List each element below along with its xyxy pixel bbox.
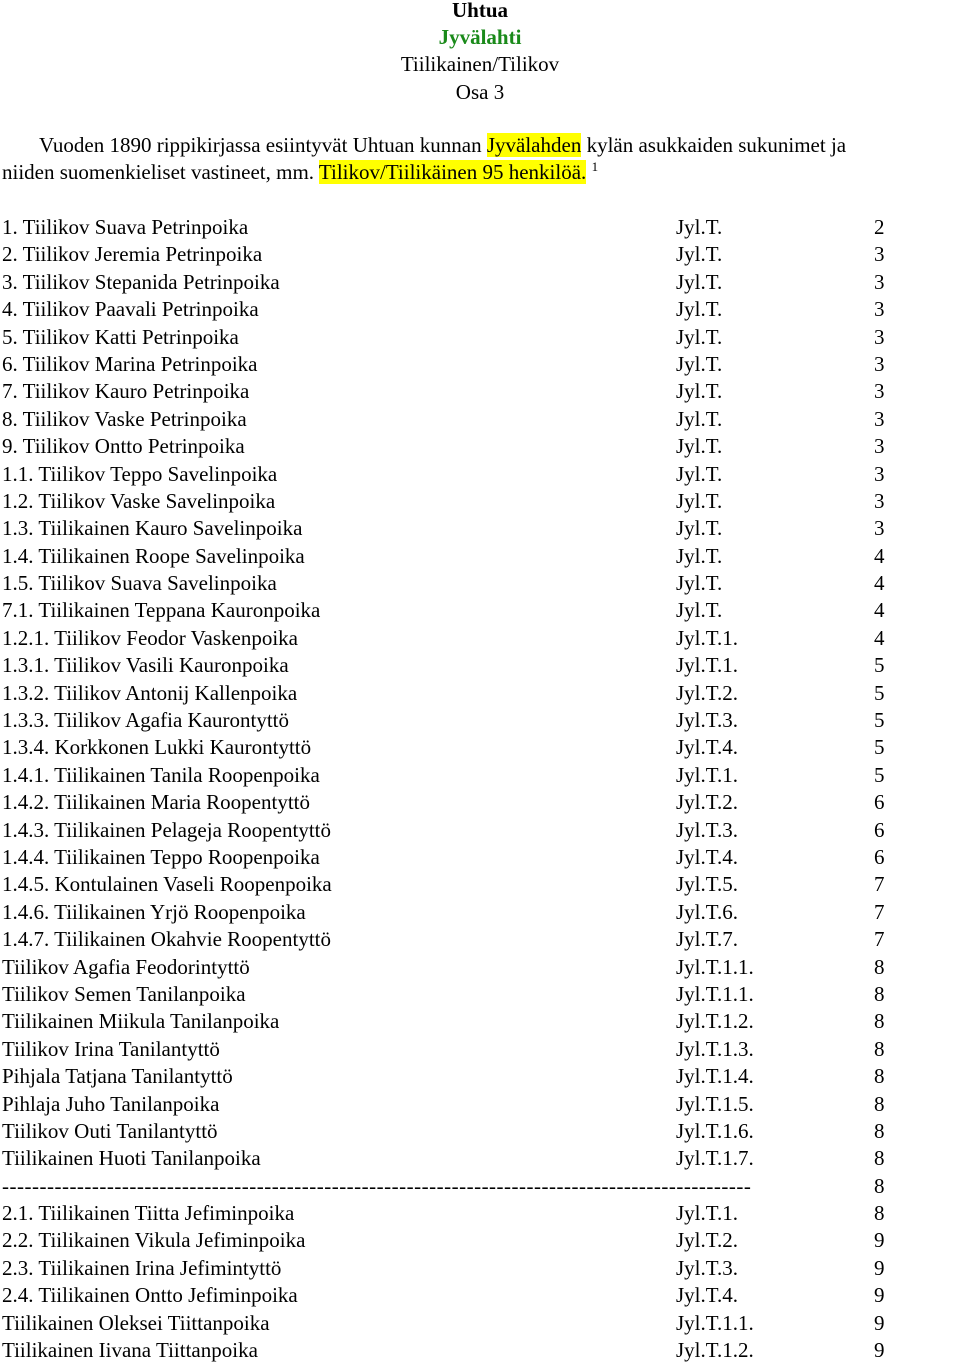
page-number: 2 — [874, 215, 885, 239]
person-name: 1.2. Tiilikov Vaske Savelinpoika — [2, 488, 276, 513]
page-number: 8 — [874, 1201, 885, 1226]
page-number: 8 — [874, 1036, 885, 1061]
page-number: 3 — [874, 297, 885, 322]
person-name: Tiilikov Outi Tanilantyttö — [2, 1118, 218, 1143]
person-name: 1.4.5. Kontulainen Vaseli Roopenpoika — [2, 872, 332, 897]
list-item — [0, 1063, 960, 1090]
reference-code: Jyl.T.1. — [676, 653, 739, 678]
intro-text: Vuoden 1890 rippikirjassa esiintyvät Uhtuan kunnan — [39, 133, 487, 157]
page-number: 5 — [874, 735, 885, 760]
person-name: 2.2. Tiilikainen Vikula Jefiminpoika — [2, 1228, 306, 1253]
person-name: 1.4.3. Tiilikainen Pelageja Roopentyttö — [2, 817, 331, 842]
person-name: 6. Tiilikov Marina Petrinpoika — [2, 351, 258, 376]
reference-code: Jyl.T.4. — [676, 735, 739, 760]
page-number: 3 — [874, 351, 885, 376]
page-number: 8 — [874, 1146, 885, 1171]
page-number: 3 — [874, 379, 885, 404]
reference-code: Jyl.T. — [676, 434, 723, 459]
list-item — [0, 461, 960, 488]
list-item — [0, 570, 960, 597]
reference-code: Jyl.T.1.1. — [676, 981, 754, 1006]
list-item — [0, 351, 960, 378]
reference-code: Jyl.T. — [676, 516, 723, 541]
reference-code: Jyl.T. — [676, 351, 723, 376]
person-name: 1.3. Tiilikainen Kauro Savelinpoika — [2, 516, 303, 541]
reference-code: Jyl.T.1.2. — [676, 1009, 754, 1034]
person-name: 2.1. Tiilikainen Tiitta Jefiminpoika — [2, 1201, 295, 1226]
reference-code: Jyl.T. — [676, 461, 723, 486]
page-number: 9 — [874, 1255, 885, 1280]
page-number: 9 — [874, 1283, 885, 1308]
page-number: 8 — [874, 1173, 885, 1198]
page-number: 7 — [874, 872, 885, 897]
list-item — [0, 625, 960, 652]
page-number: 8 — [874, 1009, 885, 1034]
reference-code: Jyl.T. — [676, 269, 723, 294]
page-number: 3 — [874, 461, 885, 486]
person-name: 1. Tiilikov Suava Petrinpoika — [2, 215, 249, 239]
highlighted-text: Tilikov/Tiilikäinen 95 henkilöä. — [318, 160, 587, 184]
page-number: 5 — [874, 653, 885, 678]
person-name: 2. Tiilikov Jeremia Petrinpoika — [2, 242, 263, 267]
reference-code: Jyl.T.3. — [676, 1255, 739, 1280]
list-item — [0, 981, 960, 1008]
highlighted-text: Jyvälahden — [486, 133, 582, 157]
person-name: Tiilikov Semen Tanilanpoika — [2, 981, 246, 1006]
person-name: 1.2.1. Tiilikov Feodor Vaskenpoika — [2, 625, 298, 650]
reference-code: Jyl.T.1. — [676, 625, 739, 650]
list-item — [0, 1036, 960, 1063]
person-name: 1.1. Tiilikov Teppo Savelinpoika — [2, 461, 278, 486]
village-name: Jyvälahti — [438, 25, 522, 49]
list-item — [0, 241, 960, 268]
list-item — [0, 1337, 960, 1364]
list-item — [0, 899, 960, 926]
list-item — [0, 1008, 960, 1035]
intro-text: kylän asukkaiden sukunimet ja — [581, 133, 847, 157]
page-number: 9 — [874, 1310, 885, 1335]
list-item — [0, 844, 960, 871]
reference-code: Jyl.T. — [676, 324, 723, 349]
intro-paragraph — [2, 132, 960, 186]
person-name: 9. Tiilikov Ontto Petrinpoika — [2, 434, 245, 459]
person-name: 1.3.3. Tiilikov Agafia Kaurontyttö — [2, 708, 290, 733]
list-item — [0, 324, 960, 351]
person-name: 5. Tiilikov Katti Petrinpoika — [2, 324, 239, 349]
page-number: 5 — [874, 680, 885, 705]
page-number: 7 — [874, 927, 885, 952]
page-number: 5 — [874, 762, 885, 787]
reference-code: Jyl.T.1. — [676, 1201, 739, 1226]
person-name: Tiilikainen Huoti Tanilanpoika — [2, 1146, 261, 1171]
person-name: 1.4.6. Tiilikainen Yrjö Roopenpoika — [2, 899, 306, 924]
list-item — [0, 433, 960, 460]
list-item — [0, 707, 960, 734]
list-item — [0, 871, 960, 898]
reference-code: Jyl.T.2. — [676, 790, 739, 815]
list-item — [0, 680, 960, 707]
reference-code: Jyl.T. — [676, 379, 723, 404]
document-title: Uhtua — [451, 0, 509, 22]
page-number: 8 — [874, 1091, 885, 1116]
list-item — [0, 1310, 960, 1337]
list-item — [0, 543, 960, 570]
part-number: Osa 3 — [455, 80, 505, 104]
person-name: 1.4.1. Tiilikainen Tanila Roopenpoika — [2, 762, 320, 787]
reference-code: Jyl.T.1.1. — [676, 1310, 754, 1335]
person-name: Tiilikov Irina Tanilantyttö — [2, 1036, 220, 1061]
list-item — [0, 762, 960, 789]
list-item — [0, 1091, 960, 1118]
person-name: 1.4.7. Tiilikainen Okahvie Roopentyttö — [2, 927, 331, 952]
intro-line-1 — [2, 132, 960, 159]
reference-code: Jyl.T.1. — [676, 762, 739, 787]
list-item — [0, 954, 960, 981]
person-name: Pihjala Tatjana Tanilantyttö — [2, 1064, 233, 1089]
page-number: 3 — [874, 516, 885, 541]
reference-code: Jyl.T.1.4. — [676, 1064, 754, 1089]
reference-code: Jyl.T.2. — [676, 680, 739, 705]
list-item — [0, 1255, 960, 1282]
page-number: 6 — [874, 790, 885, 815]
page-number: 9 — [874, 1338, 885, 1363]
intro-line-2 — [2, 159, 960, 186]
reference-code: Jyl.T.1.2. — [676, 1338, 754, 1363]
list-item — [0, 214, 960, 241]
person-name: 1.4.2. Tiilikainen Maria Roopentyttö — [2, 790, 310, 815]
page-number: 3 — [874, 488, 885, 513]
reference-code: Jyl.T.4. — [676, 844, 739, 869]
list-item — [0, 378, 960, 405]
page-number: 4 — [874, 598, 885, 623]
page-number: 6 — [874, 844, 885, 869]
list-item — [0, 1200, 960, 1227]
list-item — [0, 817, 960, 844]
person-name: 7.1. Tiilikainen Teppana Kauronpoika — [2, 598, 321, 623]
page-number: 4 — [874, 571, 885, 596]
page-number: 3 — [874, 242, 885, 267]
person-name: Tiilikov Agafia Feodorintyttö — [2, 954, 250, 979]
list-item — [0, 515, 960, 542]
reference-code: Jyl.T.1.1. — [676, 954, 754, 979]
person-name: Tiilikainen Oleksei Tiittanpoika — [2, 1310, 270, 1335]
list-item — [0, 406, 960, 433]
person-name: 1.3.2. Tiilikov Antonij Kallenpoika — [2, 680, 298, 705]
person-name: Tiilikainen Iivana Tiittanpoika — [2, 1338, 258, 1363]
list-item — [0, 597, 960, 624]
person-name: 8. Tiilikov Vaske Petrinpoika — [2, 406, 247, 431]
person-name: 1.4.4. Tiilikainen Teppo Roopenpoika — [2, 844, 320, 869]
reference-code: Jyl.T.2. — [676, 1228, 739, 1253]
reference-code: Jyl.T. — [676, 406, 723, 431]
reference-code: Jyl.T.1.5. — [676, 1091, 754, 1116]
page-number: 7 — [874, 899, 885, 924]
reference-code: Jyl.T.3. — [676, 708, 739, 733]
footnote-marker[interactable]: 1 — [591, 159, 599, 174]
person-name: 2.3. Tiilikainen Irina Jefimintyttö — [2, 1255, 282, 1280]
reference-code: Jyl.T.1.7. — [676, 1146, 754, 1171]
page-number: 8 — [874, 1064, 885, 1089]
page-number: 4 — [874, 625, 885, 650]
reference-code: Jyl.T. — [676, 598, 723, 623]
page-number: 3 — [874, 269, 885, 294]
reference-code: Jyl.T.1.6. — [676, 1118, 754, 1143]
page-number: 5 — [874, 708, 885, 733]
list-item — [0, 269, 960, 296]
page-number: 3 — [874, 434, 885, 459]
list-item — [0, 1282, 960, 1309]
person-list — [0, 214, 960, 1364]
list-item — [0, 789, 960, 816]
list-item — [0, 1145, 960, 1172]
person-name: 1.3.1. Tiilikov Vasili Kauronpoika — [2, 653, 289, 678]
person-name: 2.4. Tiilikainen Ontto Jefiminpoika — [2, 1283, 298, 1308]
page-number: 6 — [874, 817, 885, 842]
intro-text: niiden suomenkieliset vastineet, mm. — [2, 160, 319, 184]
reference-code: Jyl.T. — [676, 242, 723, 267]
reference-code: Jyl.T.7. — [676, 927, 739, 952]
person-name: 7. Tiilikov Kauro Petrinpoika — [2, 379, 250, 404]
list-item — [0, 652, 960, 679]
list-item — [0, 734, 960, 761]
reference-code: Jyl.T. — [676, 571, 723, 596]
reference-code: Jyl.T.1.3. — [676, 1036, 754, 1061]
reference-code: Jyl.T. — [676, 215, 723, 239]
person-name: 1.4. Tiilikainen Roope Savelinpoika — [2, 543, 305, 568]
page-number: 4 — [874, 543, 885, 568]
reference-code: Jyl.T.6. — [676, 899, 739, 924]
page-number: 3 — [874, 406, 885, 431]
list-item — [0, 296, 960, 323]
reference-code: Jyl.T.5. — [676, 872, 739, 897]
reference-code: Jyl.T. — [676, 543, 723, 568]
list-item — [0, 488, 960, 515]
person-name: 1.3.4. Korkkonen Lukki Kaurontyttö — [2, 735, 312, 760]
reference-code: Jyl.T. — [676, 297, 723, 322]
reference-code: Jyl.T.3. — [676, 817, 739, 842]
list-item — [0, 1227, 960, 1254]
list-item — [0, 926, 960, 953]
page-number: 8 — [874, 981, 885, 1006]
person-name: 3. Tiilikov Stepanida Petrinpoika — [2, 269, 280, 294]
reference-code: Jyl.T.4. — [676, 1283, 739, 1308]
dash-separator: ---------------------------------------------------------------------------------------------------- — [2, 1173, 752, 1198]
person-name: Tiilikainen Miikula Tanilanpoika — [2, 1009, 280, 1034]
page-number: 8 — [874, 1118, 885, 1143]
person-name: 1.5. Tiilikov Suava Savelinpoika — [2, 571, 277, 596]
surname-heading: Tiilikainen/Tilikov — [400, 52, 560, 76]
page-number: 9 — [874, 1228, 885, 1253]
page-number: 3 — [874, 324, 885, 349]
person-name: Pihlaja Juho Tanilanpoika — [2, 1091, 220, 1116]
reference-code: Jyl.T. — [676, 488, 723, 513]
list-item — [0, 1118, 960, 1145]
separator-row — [0, 1173, 960, 1200]
person-name: 4. Tiilikov Paavali Petrinpoika — [2, 297, 259, 322]
page-number: 8 — [874, 954, 885, 979]
